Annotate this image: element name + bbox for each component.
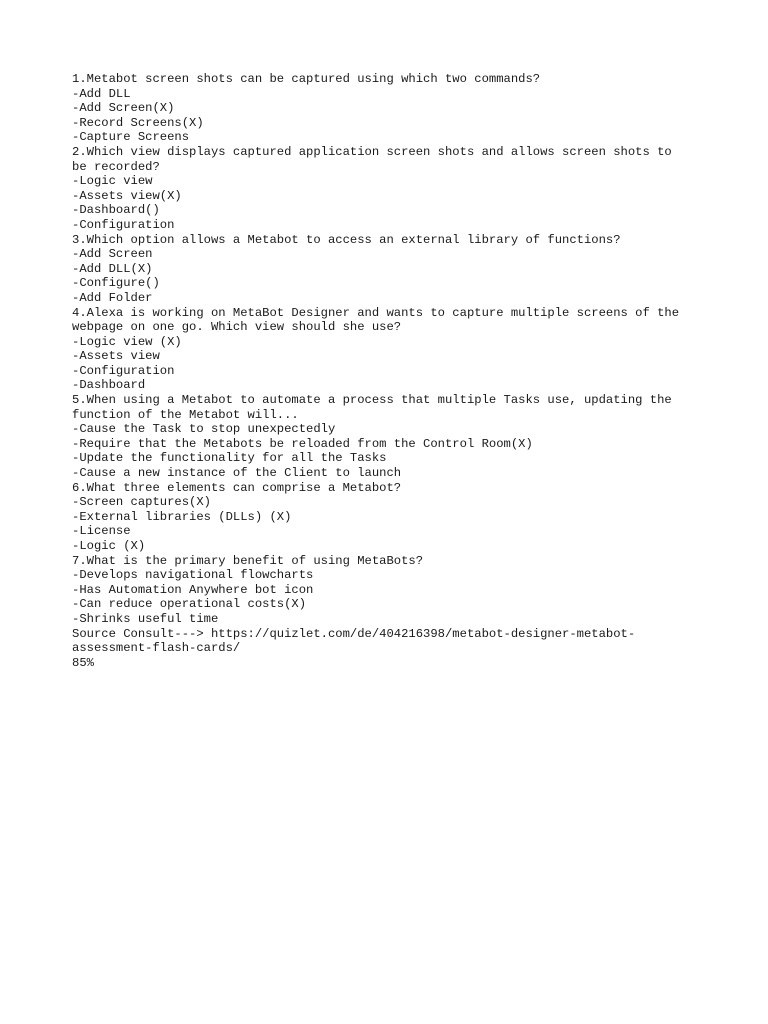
q1-option: -Add Screen(X) — [72, 101, 175, 116]
q6-question: 6.What three elements can comprise a Metabot? — [72, 480, 402, 495]
q2-option: -Logic view — [72, 174, 153, 189]
q4-question-cont: webpage on one go. Which view should she use? — [72, 320, 402, 335]
q5-question-cont: function of the Metabot will... — [72, 407, 299, 422]
q5-question: 5.When using a Metabot to automate a process that multiple Tasks use, updating the — [72, 393, 672, 408]
q7-option: -Shrinks useful time — [72, 611, 219, 626]
q1-question: 1.Metabot screen shots can be captured using which two commands? — [72, 72, 541, 86]
q3-option: -Add Screen — [72, 247, 153, 262]
q6-option: -Logic (X) — [72, 539, 146, 553]
q5-option: -Cause a new instance of the Client to launch — [72, 466, 402, 481]
score-text: 85% — [72, 655, 94, 670]
q4-option: -Configuration — [72, 363, 175, 378]
q7-option: -Develops navigational flowcharts — [72, 568, 314, 583]
q2-option: -Assets view(X) — [72, 188, 182, 203]
document-page — [72, 72, 712, 670]
q1-option: -Record Screens(X) — [72, 115, 204, 130]
q3-option: -Configure() — [72, 276, 160, 291]
q7-option: -Has Automation Anywhere bot icon — [72, 582, 314, 597]
q2-option: -Configuration — [72, 217, 175, 232]
q6-option: -External libraries (DLLs) (X) — [72, 509, 292, 524]
q3-option: -Add DLL(X) — [72, 261, 153, 276]
q6-option: -Screen captures(X) — [72, 495, 211, 510]
q4-question: 4.Alexa is working on MetaBot Designer and wants to capture multiple screens of the — [72, 305, 680, 320]
q1-option: -Capture Screens — [72, 130, 190, 145]
source-line-cont: assessment-flash-cards/ — [72, 641, 241, 656]
q5-option: -Cause the Task to stop unexpectedly — [72, 422, 336, 437]
source-line: Source Consult---> https://quizlet.com/de/404216398/metabot-designer-metabot- — [72, 626, 636, 641]
q2-question: 2.Which view displays captured application screen shots and allows screen shots to — [72, 144, 672, 159]
q7-option: -Can reduce operational costs(X) — [72, 597, 307, 612]
q6-option: -License — [72, 524, 131, 539]
q7-question: 7.What is the primary benefit of using MetaBots? — [72, 553, 424, 568]
q4-option: -Assets view — [72, 349, 160, 364]
q3-question: 3.Which option allows a Metabot to access an external library of functions? — [72, 232, 621, 247]
q3-option: -Add Folder — [72, 290, 153, 305]
q4-option: -Dashboard — [72, 378, 146, 393]
q2-question-cont: be recorded? — [72, 159, 160, 174]
q5-option: -Require that the Metabots be reloaded from the Control Room(X) — [72, 436, 533, 451]
q5-option: -Update the functionality for all the Tasks — [72, 451, 387, 466]
q2-option: -Dashboard() — [72, 203, 160, 218]
q4-option: -Logic view (X) — [72, 334, 182, 349]
q1-option: -Add DLL — [72, 86, 131, 101]
